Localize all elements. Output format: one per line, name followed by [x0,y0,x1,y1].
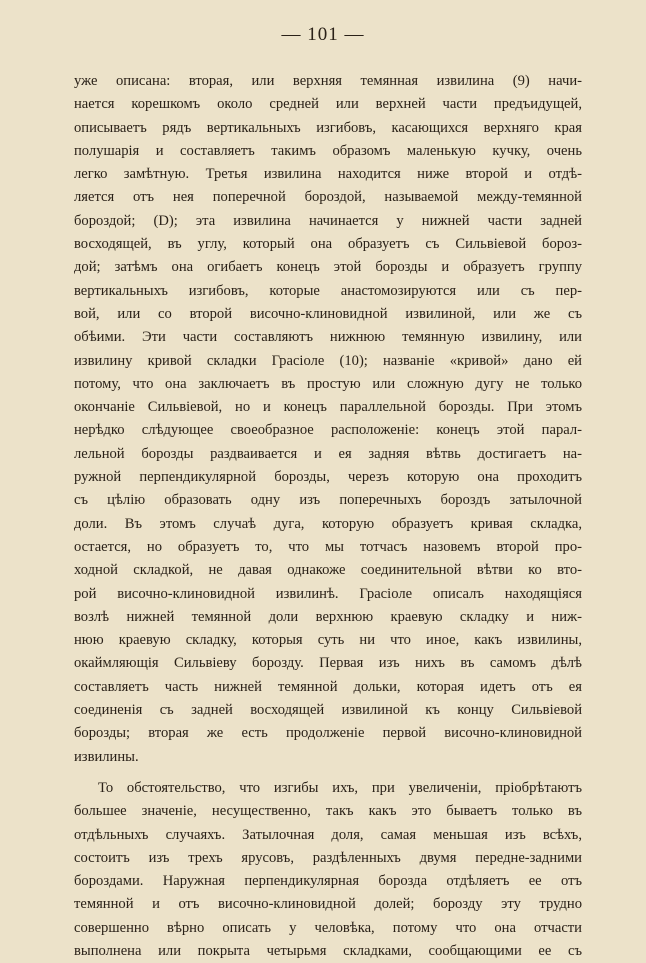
text-line: полушарія и составляетъ такимъ образомъ маленькую кучку, очень [74,142,582,159]
text-line: легко замѣтную. Третья извилина находится ниже второй и отдѣ- [74,166,582,183]
text-line: извилину кривой складки Грасіоле (10); названіе «кривой» дано ей [74,352,582,369]
text-line: возлѣ нижней темянной доли верхнюю краевую складку и ниж- [74,608,582,625]
text-line: восходящей, въ углу, который она образуетъ съ Сильвіевой бороз- [74,236,582,253]
text-line: То обстоятельство, что изгибы ихъ, при увеличеніи, пріобрѣтаютъ [98,779,582,796]
text-line: потому, что она заключаетъ въ простую или сложную дугу не только [74,375,582,392]
text-line: остается, но образуетъ то, что мы тотчасъ назовемъ второй про- [74,538,582,555]
text-line: большее значеніе, несущественно, такъ какъ это бываетъ только въ [74,803,582,820]
text-line: состоитъ изъ трехъ ярусовъ, раздѣленныхъ двумя передне-задними [74,849,582,866]
text-line: ходной складкой, не давая однакоже соединительной вѣтви ко вто- [74,562,582,579]
body-text [74,70,582,963]
page-number: — 101 — [281,24,365,45]
text-line: обѣими. Эти части составляютъ нижнюю темянную извилину, или [74,329,582,346]
text-line: доли. Въ этомъ случаѣ дуга, которую образуетъ кривая складка, [74,515,582,532]
text-line: окаймляющія Сильвіеву борозду. Первая изъ нихъ въ самомъ дѣлѣ [74,655,582,672]
text-line: уже описана: вторая, или верхняя темянная извилина (9) начи- [74,73,582,89]
text-line: борозды; вторая же есть продолженіе первой височно-клиновидной [74,725,582,742]
text-line: лельной борозды раздваивается и ея задняя вѣтвь достигаетъ на- [74,445,582,462]
text-line: выполнена или покрыта четырьмя складками, сообщающими ее съ [74,942,582,959]
text-line: вой, или со второй височно-клиновидной извилиной, или же съ [74,305,582,322]
text-line: рой височно-клиновидной извилинѣ. Грасіоле описалъ находящіяся [74,585,582,602]
text-line: извилины. [74,748,139,765]
text-line: нюю краевую складку, которыя суть ни что иное, какъ извилины, [74,632,582,649]
text-line: описываетъ рядъ вертикальныхъ изгибовъ, касающихся верхняго края [74,119,582,136]
text-line: совершенно вѣрно описать у человѣка, потому что она отчасти [74,919,582,936]
paragraph [74,70,582,769]
text-line: окончаніе Сильвіевой, но и конецъ параллельной борозды. При этомъ [74,399,582,416]
text-line: ляется отъ нея поперечной бороздой, называемой между-темянной [74,189,582,206]
text-line: отдѣльныхъ случаяхъ. Затылочная доля, самая меньшая изъ всѣхъ, [74,826,582,843]
text-line: вертикальныхъ изгибовъ, которые анастомозируются или съ пер- [74,282,582,299]
text-line: дой; затѣмъ она огибаетъ конецъ этой борозды и образуетъ группу [74,259,582,276]
text-line: ружной перпендикулярной борозды, черезъ которую она проходитъ [74,469,582,486]
text-line: нерѣдко слѣдующее своеобразное расположеніе: конецъ этой парал- [74,422,582,439]
text-line: бороздами. Наружная перпендикулярная борозда отдѣляетъ ее отъ [74,873,582,890]
text-line: составляетъ часть нижней темянной дольки, которая идетъ отъ ея [74,678,582,695]
paragraph [74,777,582,963]
text-line: съ цѣлію образовать одну изъ поперечныхъ бороздъ затылочной [74,492,582,509]
text-line: бороздой; (D); эта извилина начинается у нижней части задней [74,212,582,229]
text-line: нается корешкомъ около средней или верхней части предъидущей, [74,96,582,113]
text-line: темянной и отъ височно-клиновидной долей; борозду эту трудно [74,896,582,913]
text-line: соединенія съ задней восходящей извилиной къ концу Сильвіевой [74,702,582,719]
